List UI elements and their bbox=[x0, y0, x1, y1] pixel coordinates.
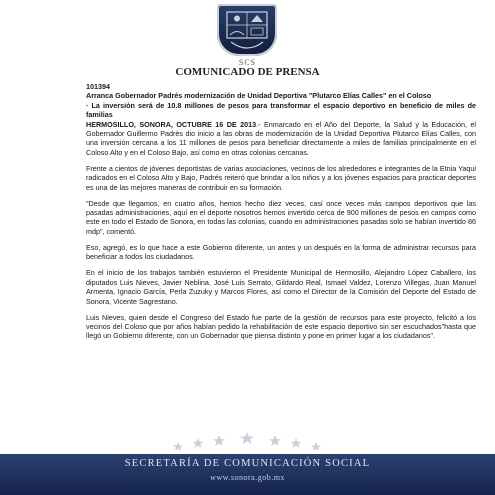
star-icon bbox=[173, 442, 183, 450]
footer-band bbox=[0, 454, 495, 495]
body-paragraph: Luis Nieves, quien desde el Congreso del Estado fue parte de la gestión de recursos para este proyecto, felicitó a los vecinos del Coloso que por años habían pedido la rehabilitación de este espacio deportivo sin ser escuchados"hasta que llegó un Gobierno diferente, con un Gobernador que piensa distinto y pone en primer lugar a los ciudadanos". bbox=[86, 312, 476, 341]
website-url: www.sonora.gob.mx bbox=[210, 473, 285, 482]
body-paragraph: Eso, agregó, es lo que hace a este Gobierno diferente, un antes y un después en la forma de administrar recursos para beneficiar a todos los ciudadanos. bbox=[86, 242, 476, 262]
star-arc bbox=[0, 430, 495, 450]
star-icon bbox=[193, 438, 204, 448]
star-icon bbox=[269, 435, 281, 446]
body-paragraph: Frente a cientos de jóvenes deportistas de varias asociaciones, vecinos de los alrededores e integrantes de la Etnia Yaqui radicados en el Coloso Alto y Bajo, Padrés reiteró que brindar a los niños y a los jóvenes espacios para practicar deportes es una de las mejores maneras de contribuir en su formación. bbox=[86, 163, 476, 192]
star-icon bbox=[213, 435, 225, 446]
document-title: COMUNICADO DE PRENSA bbox=[175, 66, 320, 78]
headline: Arranca Gobernador Padrés modernización de Unidad Deportiva "Plutarco Elías Calles" en el Coloso bbox=[86, 91, 432, 101]
star-icon bbox=[240, 432, 254, 444]
star-icon bbox=[311, 442, 321, 450]
release-number: 101394 bbox=[86, 82, 110, 91]
lead-text: .- Enmarcado en el Año del Deporte, la Salud y la Educación, el Gobernador Guillermo Padrés dio inicio a las obras de modernización de la Unidad Deportiva Plutarco Elías Calles, con una inversión cercana a los 11 millones de pesos para beneficiar directamente a miles de familias principalmente en el Coloso Alto y en el Coloso Bajo, así como en otras colonias cercanas. bbox=[86, 119, 476, 157]
subheadline: · La inversión será de 10.8 millones de pesos para transformar el espacio deportivo en beneficio de miles de familias bbox=[86, 100, 476, 120]
footer bbox=[0, 430, 495, 495]
letterhead bbox=[0, 0, 495, 80]
star-icon bbox=[291, 438, 302, 448]
lead-paragraph bbox=[86, 120, 476, 158]
crest-area bbox=[200, 4, 294, 58]
body-paragraph: En el inicio de los trabajos también estuvieron el Presidente Municipal de Hermosillo, Alejandro López Caballero, los diputados Luis Nieves, Javier Neblina, José Luis Serrato, Gildardo Real, Ismael Valdez, Lorenzo Villegas, Juan Manuel Armenta, Ignacio García, Perla Zuzuky y Marcos Flores, así como el Director de la Comisión del Deporte del Estado de Sonora, Vicente Sagrestano. bbox=[86, 268, 476, 306]
body-paragraph: "Desde que llegamos, en cuatro años, hemos hecho diez veces, casi once veces más campos deportivos que las pasadas administraciones, aquí en el deporte nosotros hemos invertido cerca de 900 millones de pesos en campos como este en todo el Estado de Sonora, en todas las colonias, cuando en administraciones pasadas solo se habían invertido 86 mdp", comentó. bbox=[86, 198, 476, 236]
press-release-body bbox=[86, 82, 476, 347]
dateline: HERMOSILLO, SONORA, OCTUBRE 16 DE 2013 bbox=[86, 119, 257, 129]
agency-name: SECRETARÍA DE COMUNICACIÓN SOCIAL bbox=[124, 458, 371, 469]
release-heading bbox=[86, 82, 476, 120]
state-seal-icon bbox=[217, 4, 277, 56]
agency-abbreviation: SCS bbox=[238, 58, 257, 67]
